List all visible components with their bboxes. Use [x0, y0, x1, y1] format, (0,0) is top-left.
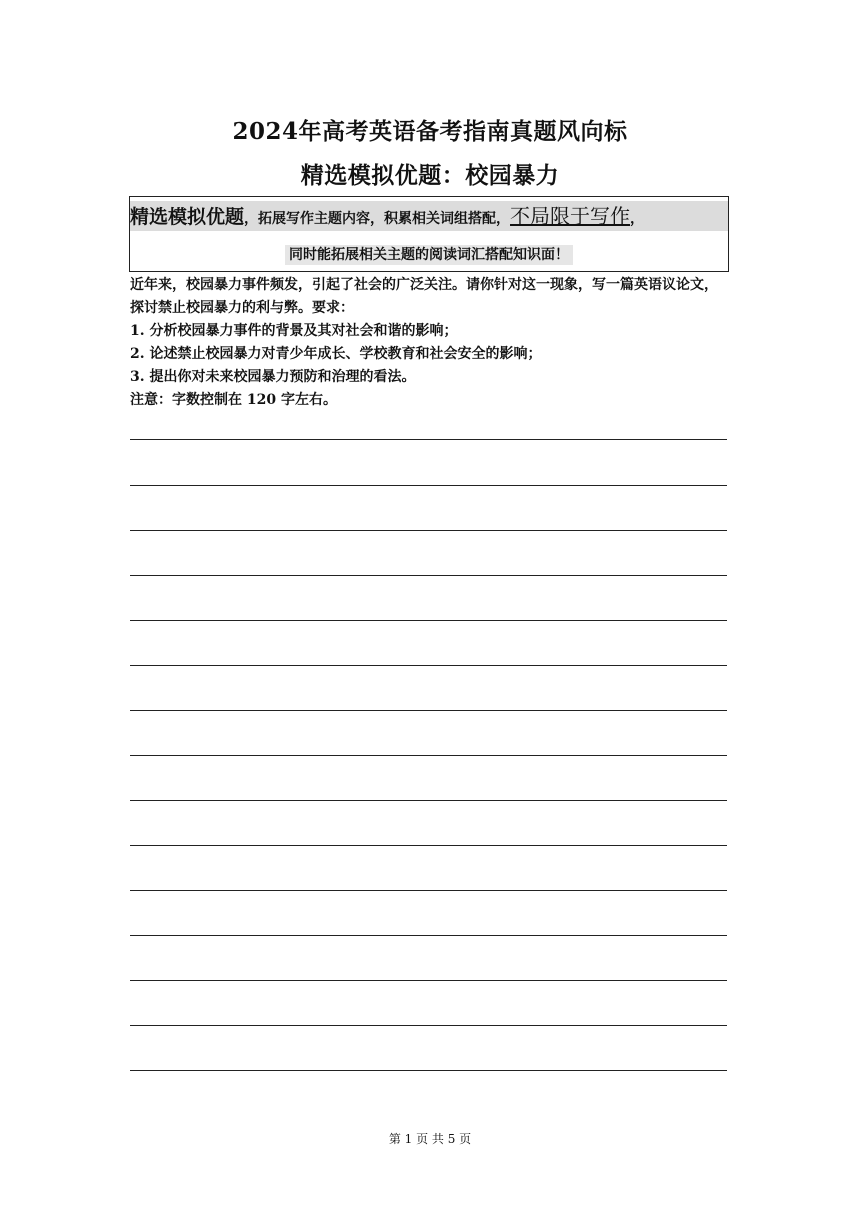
prompt-requirement-3: 3. 提出你对未来校园暴力预防和治理的看法。: [130, 369, 416, 385]
answer-line: [130, 665, 727, 666]
answer-line: [130, 935, 727, 936]
answer-line: [130, 530, 727, 531]
answer-line: [130, 845, 727, 846]
page-title: 2024年高考英语备考指南真题风向标: [232, 118, 628, 145]
answer-line: [130, 485, 727, 486]
prompt-requirement-2: 2. 论述禁止校园暴力对青少年成长、学校教育和社会安全的影响；: [130, 346, 542, 362]
info-banner: [129, 196, 729, 272]
answer-line: [130, 439, 727, 440]
answer-line: [130, 710, 727, 711]
answer-line: [130, 755, 727, 756]
page-subtitle: 精选模拟优题：校园暴力: [300, 162, 560, 189]
banner-text-highlight: 精选模拟优题: [130, 206, 245, 228]
answer-line: [130, 1025, 727, 1026]
answer-line: [130, 575, 727, 576]
banner-line-2: [130, 244, 728, 264]
answer-line: [130, 800, 727, 801]
banner-text-end: ，: [630, 211, 645, 227]
prompt-note: 注意：字数控制在 120 字左右。: [130, 392, 337, 408]
banner-line-1: [130, 201, 728, 231]
page-number: 第 1 页 共 5 页: [388, 1132, 472, 1146]
prompt-requirement-1: 1. 分析校园暴力事件的背景及其对社会和谐的影响；: [130, 323, 458, 339]
answer-line: [130, 620, 727, 621]
answer-line: [130, 980, 727, 981]
answer-line: [130, 890, 727, 891]
banner-text-line2: 同时能拓展相关主题的阅读词汇搭配知识面！: [285, 245, 573, 265]
writing-prompt: [130, 274, 730, 412]
prompt-intro: 近年来，校园暴力事件频发，引起了社会的广泛关注。请你针对这一现象，写一篇英语议论文，探讨禁止校园暴力的利与弊。要求：: [130, 277, 718, 316]
answer-line: [130, 1070, 727, 1071]
banner-text-underlined: 不局限于写作: [510, 204, 631, 228]
banner-text-middle: ，拓展写作主题内容，积累相关词组搭配，: [244, 211, 511, 227]
